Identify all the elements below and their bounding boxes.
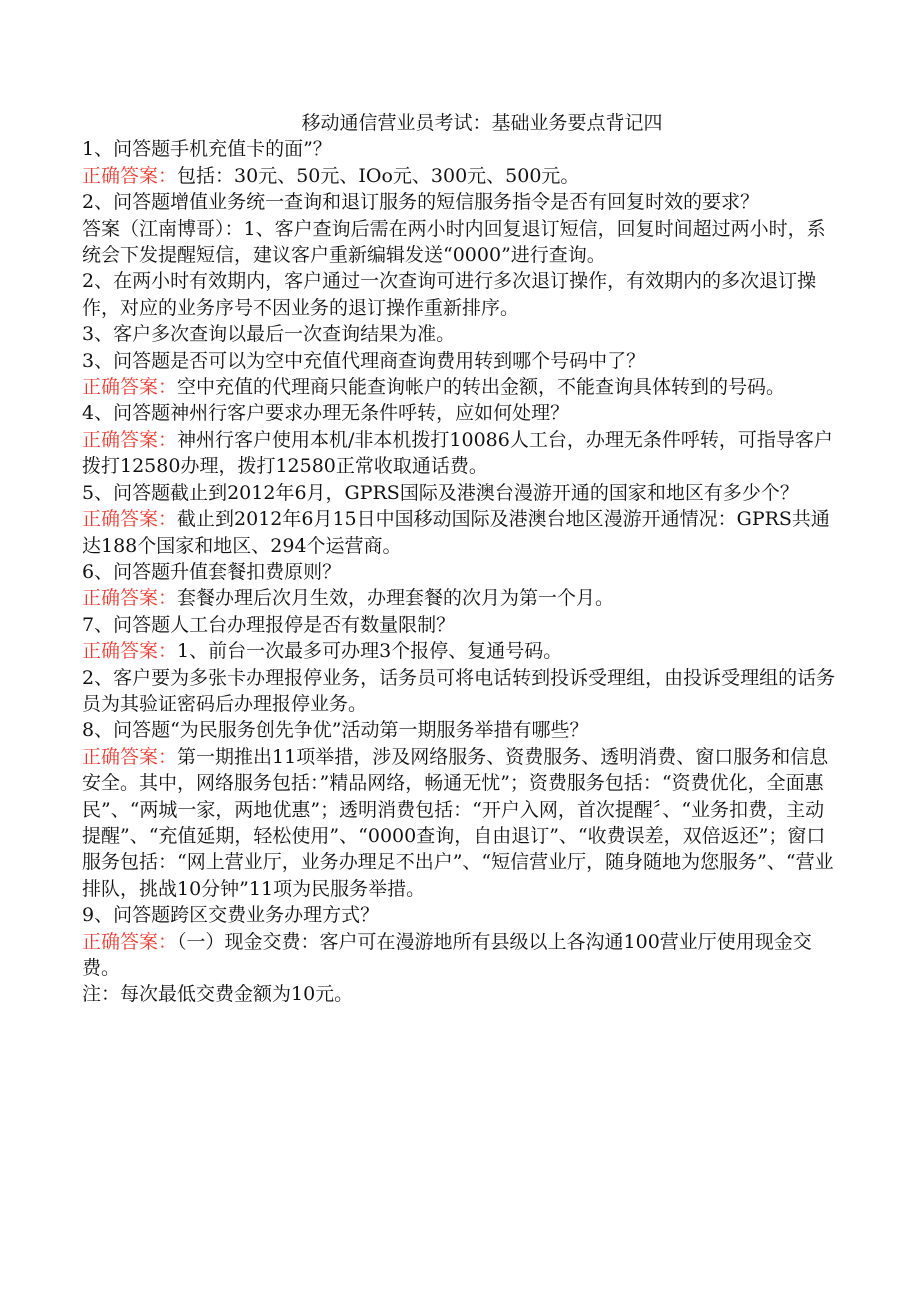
answer-label: 正确答案： [82,930,178,953]
text-paragraph [82,480,842,506]
paragraph-text: 3、客户多次查询以最后一次查询结果为准。 [82,323,456,346]
text-paragraph [82,665,842,718]
answer-label: 正确答案： [82,376,178,399]
text-paragraph [82,400,842,426]
answer-paragraph [82,506,842,559]
text-paragraph [82,981,842,1007]
paragraph-text: 8、问答题“为民服务创先争优”活动第一期服务举措有哪些？ [82,719,589,742]
paragraph-text: 空中充值的代理商只能查询帐户的转出金额，不能查询具体转到的号码。 [177,376,786,399]
text-paragraph [82,321,842,347]
paragraph-text: 包括：30元、50元、IOo元、300元、500元。 [177,164,580,187]
paragraph-text: 神州行客户使用本机/非本机拨打10086人工台，办理无条件呼转，可指导客户拨打12580办理，拨打12580正常收取通话费。 [82,428,833,478]
answer-label: 正确答案： [82,745,178,768]
answer-paragraph [82,744,842,902]
text-paragraph [82,136,842,162]
paragraph-text: 4、问答题神州行客户要求办理无条件呼转，应如何处理？ [82,402,570,425]
paragraph-text: 9、问答题跨区交费业务办理方式？ [82,904,380,927]
paragraph-text: 第一期推出11项举措，涉及网络服务、资费服务、透明消费、窗口服务和信息安全。其中，网络服务包括：”精品网络，畅通无忧”；资费服务包括：“资费优化，全面惠民”、“两城一家，两地优惠”；透明消费包括：“开户入网，首次提醒〞、“业务扣费，主动提醒”、“充值延期，轻松使用”、“0000查询，自由退订”、“收费误差，双倍返还”；窗口服务包括：“网上营业厅，业务办理足不出户”、“短信营业厅，随身随地为您服务”、“营业排队，挑战10分钟”11项为民服务举措。 [82,745,834,900]
paragraph-text: 3、问答题是否可以为空中充值代理商查询费用转到哪个号码中了？ [82,349,646,372]
answer-label: 正确答案： [82,164,178,187]
answer-paragraph [82,163,842,189]
answer-label: 正确答案： [82,640,178,663]
paragraph-text: 1、问答题手机充值卡的面”？ [82,138,332,161]
answer-paragraph [82,929,842,982]
text-paragraph [82,216,842,269]
text-paragraph [82,268,842,321]
text-paragraph [82,902,842,928]
paragraph-text: 2、在两小时有效期内，客户通过一次查询可进行多次退订操作，有效期内的多次退订操作，对应的业务序号不因业务的退订操作重新排序。 [82,270,817,319]
paragraph-text: 截止到2012年6月15日中国移动国际及港澳台地区漫游开通情况：GPRS共通达188个国家和地区、294个运营商。 [82,508,830,557]
answer-label: 正确答案： [82,508,178,531]
paragraph-text: 2、客户要为多张卡办理报停业务，话务员可将电话转到投诉受理组，由投诉受理组的话务员为其验证密码后办理报停业务。 [82,666,836,715]
document-title: 移动通信营业员考试：基础业务要点背记四 [301,112,663,134]
text-paragraph [82,348,842,374]
answer-paragraph [82,585,842,611]
paragraph-text: 注：每次最低交费金额为10元。 [82,983,354,1006]
paragraph-text: 套餐办理后次月生效，办理套餐的次月为第一个月。 [177,587,615,610]
text-paragraph [82,717,842,743]
document-body [82,110,842,1008]
text-paragraph [82,559,842,585]
answer-paragraph [82,374,842,400]
answer-paragraph [82,427,842,480]
document-lines [82,136,842,1007]
paragraph-text: 7、问答题人工台办理报停是否有数量限制？ [82,613,456,636]
paragraph-text: 2、问答题增值业务统一查询和退订服务的短信服务指令是否有回复时效的要求？ [82,191,760,214]
paragraph-text: 1、前台一次最多可办理3个报停、复通号码。 [177,640,563,663]
answer-label: 正确答案： [82,428,178,451]
text-paragraph [82,612,842,638]
paragraph-text: （一）现金交费：客户可在漫游地所有县级以上各沟通100营业厅使用现金交费。 [82,930,812,979]
answer-paragraph [82,638,842,664]
paragraph-text: 答案（江南博哥）：1、客户查询后需在两小时内回复退订短信，回复时间超过两小时，系统会下发提醒短信，建议客户重新编辑发送“0000”进行查询。 [82,217,826,267]
text-paragraph [82,189,842,215]
answer-label: 正确答案： [82,587,178,610]
paragraph-text: 5、问答题截止到2012年6月，GPRS国际及港澳台漫游开通的国家和地区有多少个？ [82,481,799,504]
paragraph-text: 6、问答题升值套餐扣费原则？ [82,560,342,583]
